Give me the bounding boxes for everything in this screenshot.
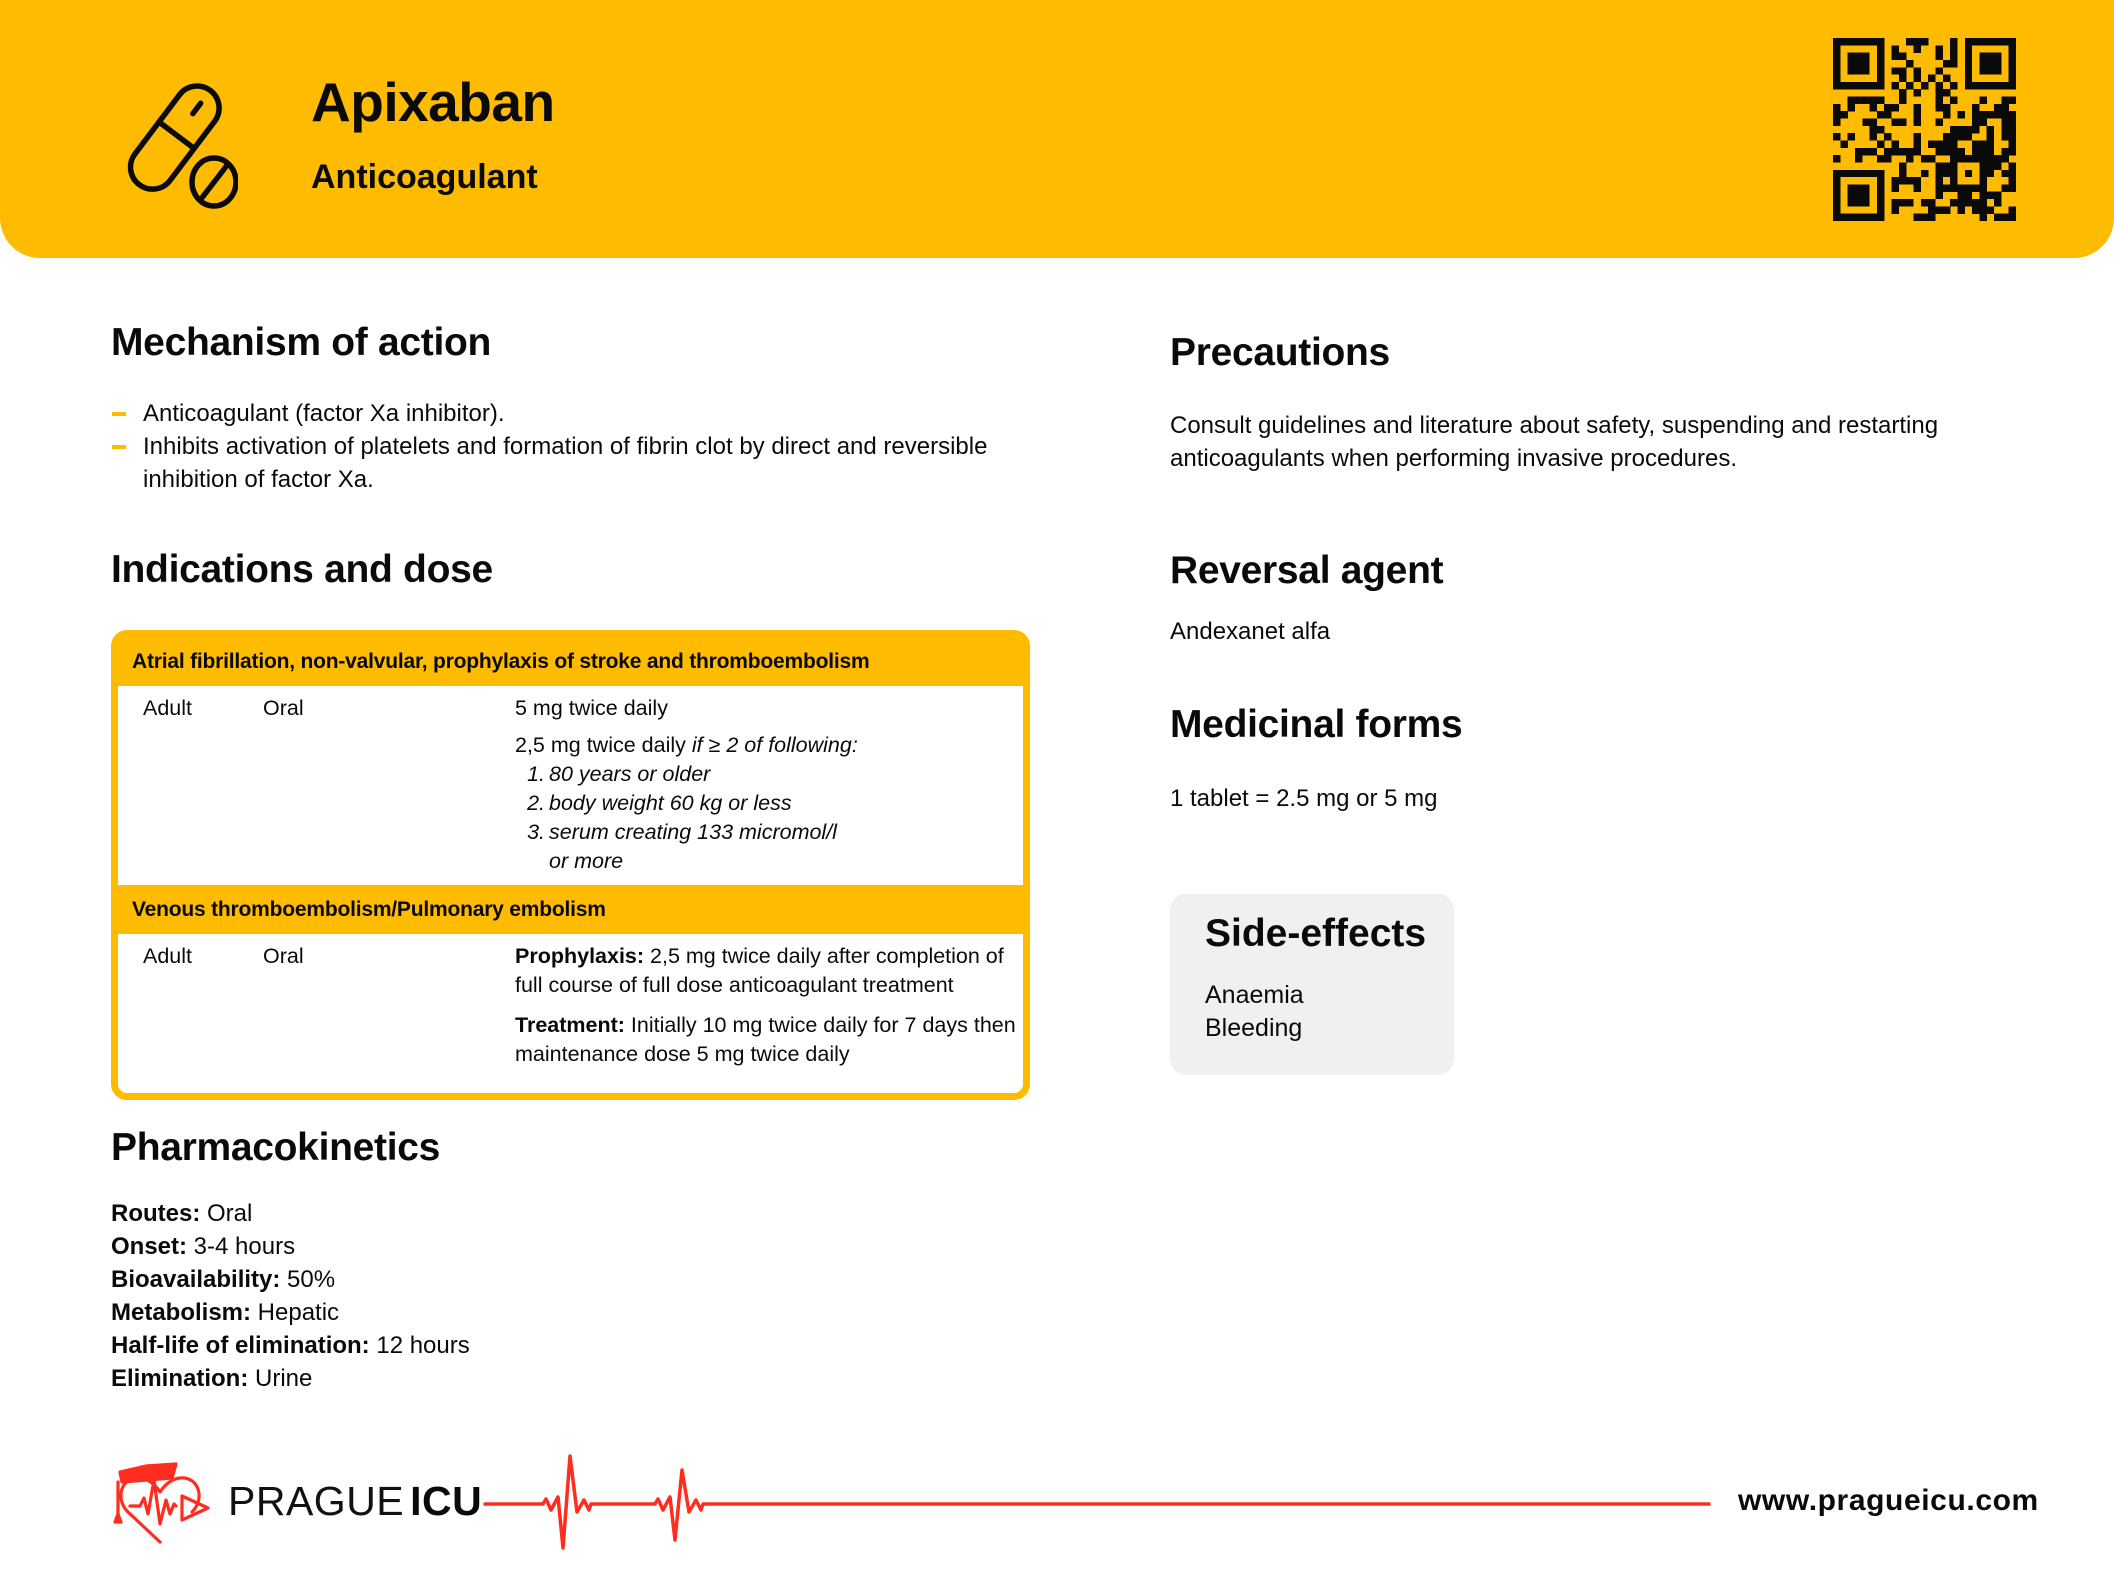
pk-row: Routes: Oral	[111, 1200, 253, 1227]
criteria-item: 1. 80 years or older	[527, 762, 711, 786]
mechanism-item: Anticoagulant (factor Xa inhibitor).	[112, 397, 992, 430]
side-effects-card	[1170, 894, 1454, 1075]
pharmacokinetics-heading: Pharmacokinetics	[111, 1126, 441, 1169]
indication-header: Atrial fibrillation, non-valvular, prophylaxis of stroke and thromboembolism	[118, 637, 1023, 686]
indications-heading: Indications and dose	[111, 548, 493, 591]
precautions-heading: Precautions	[1170, 331, 1390, 374]
pk-row: Elimination: Urine	[111, 1365, 313, 1392]
brand-name: PRAGUE ICU	[228, 1478, 483, 1524]
dose-table	[111, 630, 1030, 1100]
qr-code-icon[interactable]	[1833, 38, 2016, 221]
pk-row: Metabolism: Hepatic	[111, 1299, 340, 1326]
patient-cell: Adult	[143, 944, 193, 968]
side-effect-item: Anaemia	[1205, 981, 1304, 1009]
route-cell: Oral	[263, 944, 304, 968]
bullet-dash-icon	[112, 412, 126, 416]
side-effect-item: Bleeding	[1205, 1014, 1303, 1042]
bullet-dash-icon	[112, 445, 126, 449]
drug-title: Apixaban	[311, 71, 555, 133]
dose-row	[118, 934, 1023, 1100]
heart-ecg-graduation-cap-icon	[110, 1460, 214, 1546]
pk-row: Bioavailability: 50%	[111, 1266, 336, 1293]
drug-class: Anticoagulant	[311, 158, 538, 196]
side-effects-list	[1205, 979, 1304, 1045]
mechanism-heading: Mechanism of action	[111, 321, 492, 364]
criteria-item: 2. body weight 60 kg or less	[527, 791, 792, 815]
patient-cell: Adult	[143, 696, 193, 720]
mechanism-item: Inhibits activation of platelets and formation of fibrin clot by direct and reversible inhibition of factor Xa.	[112, 430, 992, 496]
pill-capsule-and-tablet-icon	[118, 72, 238, 210]
side-effects-heading: Side-effects	[1205, 912, 1427, 955]
reversal-heading: Reversal agent	[1170, 549, 1444, 592]
pk-row: Half-life of elimination: 12 hours	[111, 1332, 470, 1359]
dose-cell: 5 mg twice daily 2,5 mg twice daily if ≥ 2 of following: 1. 80 years or older 2. body weight 60 kg or less 3. serum creating 133 micromol/l or more	[515, 694, 1015, 876]
criteria-item: 3. serum creating 133 micromol/l or more	[527, 820, 837, 873]
dose-row	[118, 686, 1023, 885]
precautions-text: Consult guidelines and literature about safety, suspending and restarting anticoagulants when performing invasive procedures.	[1170, 412, 1939, 472]
mechanism-list	[112, 397, 992, 496]
dose-cell: Prophylaxis: 2,5 mg twice daily after completion of full course of full dose anticoagulant treatment Treatment: Initially 10 mg twice daily for 7 days then maintenance dose 5 mg twice daily	[515, 944, 1016, 1066]
forms-heading: Medicinal forms	[1170, 703, 1463, 746]
header-banner	[0, 0, 2114, 258]
pharmacokinetics-list	[111, 1197, 470, 1395]
criteria-list	[515, 760, 845, 876]
reversal-text: Andexanet alfa	[1170, 618, 1331, 645]
forms-text: 1 tablet = 2.5 mg or 5 mg	[1170, 785, 1438, 812]
website-link[interactable]: www.pragueicu.com	[1738, 1484, 2039, 1517]
pk-row: Onset: 3-4 hours	[111, 1233, 296, 1260]
route-cell: Oral	[263, 696, 304, 720]
indication-header: Venous thromboembolism/Pulmonary embolism	[118, 885, 1023, 934]
